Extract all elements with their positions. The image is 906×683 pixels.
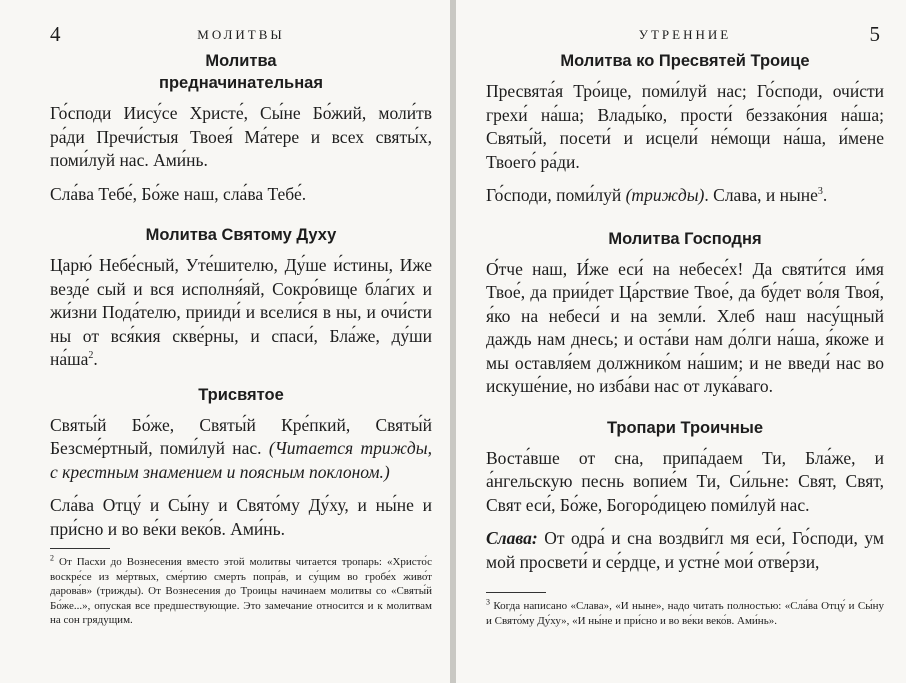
prayer-section-pre	[50, 50, 432, 206]
prayer-section-trisagion	[50, 384, 432, 542]
footnote-ref: 3	[817, 186, 823, 198]
prayer-text: Воста́вше от сна, припа́даем Ти, Бла́же, и а́нгельскую песнь вопие́м Ти, Си́льне: Свят, Свят, Свят еси́, Бо́же, Богоро́дицею поми́луй нас.	[486, 447, 884, 515]
section-title: Молитва Святому Духу	[145, 226, 337, 244]
prayer-text: Сла́ва Отцу́ и Сы́ну и Свято́му Ду́ху, и ны́не и при́сно и во ве́ки веко́в. Ами́нь.	[50, 495, 432, 539]
prayer-text: Сла́ва Тебе́, Бо́же наш, сла́ва Тебе́.	[50, 183, 307, 204]
section-title: Трисвятое	[198, 385, 284, 404]
prayer-text: Слава: От одра́ и сна воздви́гл мя еси́, Го́споди, ум мой просвети́ и се́рдце, и устне́ мои́ отве́рзи,	[486, 528, 885, 572]
page-number: 5	[869, 22, 880, 46]
footnote: $^2$ От Пасхи до Вознесения вместо этой молитвы читается тропарь: «Христо́с воскре́се из ме́ртвых, сме́ртию смерть попра́в, и су́щим во гробе́х живо́т дарова́в» (трижды). От Вознесения до Троицы начинаем молитвы со «Святы́й Бо́же...», опуская все предшествующие. Это замечание относится и к молитвам на сон грядущим.	[50, 553, 433, 626]
left-page	[0, 0, 450, 683]
footnote-ref: 2	[88, 350, 94, 362]
rubric: (трижды)	[625, 185, 705, 205]
section-title: Молитва	[205, 52, 277, 70]
prayer-text: Го́споди Иису́се Христе́, Сы́не Бо́жий, моли́тв ра́ди Пречи́стыя Твоея́ Ма́тере и всех святы́х, поми́луй нас. Ами́нь.	[50, 103, 432, 170]
right-page	[456, 0, 906, 683]
prayer-section-troparia	[486, 417, 884, 575]
rubric-label: Слава:	[486, 528, 538, 548]
section-title: Молитва ко Пресвятей Троице	[560, 52, 810, 70]
footnote-rule	[486, 592, 546, 593]
prayer-text: Го́споди, поми́луй (трижды). Слава, и ныне$^3$.	[486, 185, 828, 205]
running-title: МОЛИТВЫ	[197, 27, 285, 42]
prayer-section-lords-prayer	[486, 228, 884, 399]
running-title: УТРЕННИЕ	[638, 27, 732, 42]
page-header	[486, 18, 884, 46]
section-title: Молитва Господня	[608, 229, 762, 248]
page-number: 4	[50, 22, 61, 46]
prayer-text: Царю́ Небе́сный, Уте́шителю, Ду́ше и́стины, Иже везде́ сый и вся исполня́яй, Сокро́вище бла́гих и жи́зни Пода́телю, прииди́ и всели́ся в ны, и очи́сти ны от вся́кия скве́рны, и спаси́, Бла́же, ду́ши $на́ша^2$.	[50, 255, 432, 369]
footnotes	[486, 592, 884, 628]
section-title: Тропари Троичные	[606, 418, 764, 437]
footnote: $^3$ Когда написано «Слава», «И ныне», надо читать полностью: «Сла́ва Отцу́ и Сы́ну и Свято́му Ду́ху», «И ны́не и при́сно и во ве́ки веко́в. Ами́нь».	[486, 597, 885, 627]
page-header	[50, 18, 432, 46]
prayer-text: Святы́й Бо́же, Святы́й Кре́пкий, Святы́й Безсме́ртный, поми́луй нас. (Читается трижды, с крестным знамением и поясным поклоном.)	[50, 414, 432, 482]
footnote-rule	[50, 548, 110, 549]
rubric: (Читается трижды, с крестным знамением и поясным поклоном.)	[50, 438, 432, 482]
footnotes	[50, 548, 432, 628]
prayer-section-holy-spirit	[50, 224, 432, 372]
prayer-section-trinity	[486, 50, 884, 208]
prayer-text: Пресвята́я Тро́ице, поми́луй нас; Го́споди, очи́сти грехи́ на́ша; Влады́ко, прости́ беззако́ния на́ша; Святы́й, посети́ и исцели́ не́мощи на́ша, и́мене Твоего́ ра́ди.	[486, 81, 884, 172]
prayer-text: О́тче наш, И́же еси́ на небесе́х! Да святи́тся и́мя Твое́, да прии́дет Ца́рствие Твое́, да бу́дет во́ля Твоя́, я́ко на небеси́ и на земли́. Хлеб наш насу́щный даждь нам днесь; и оста́ви нам до́лги на́ша, я́коже и мы оставля́ем должнико́м на́шим; и не введи́ нас во искуше́ние, но изба́ви нас от лука́ваго.	[486, 258, 884, 396]
section-title: предначинательная	[159, 74, 323, 92]
